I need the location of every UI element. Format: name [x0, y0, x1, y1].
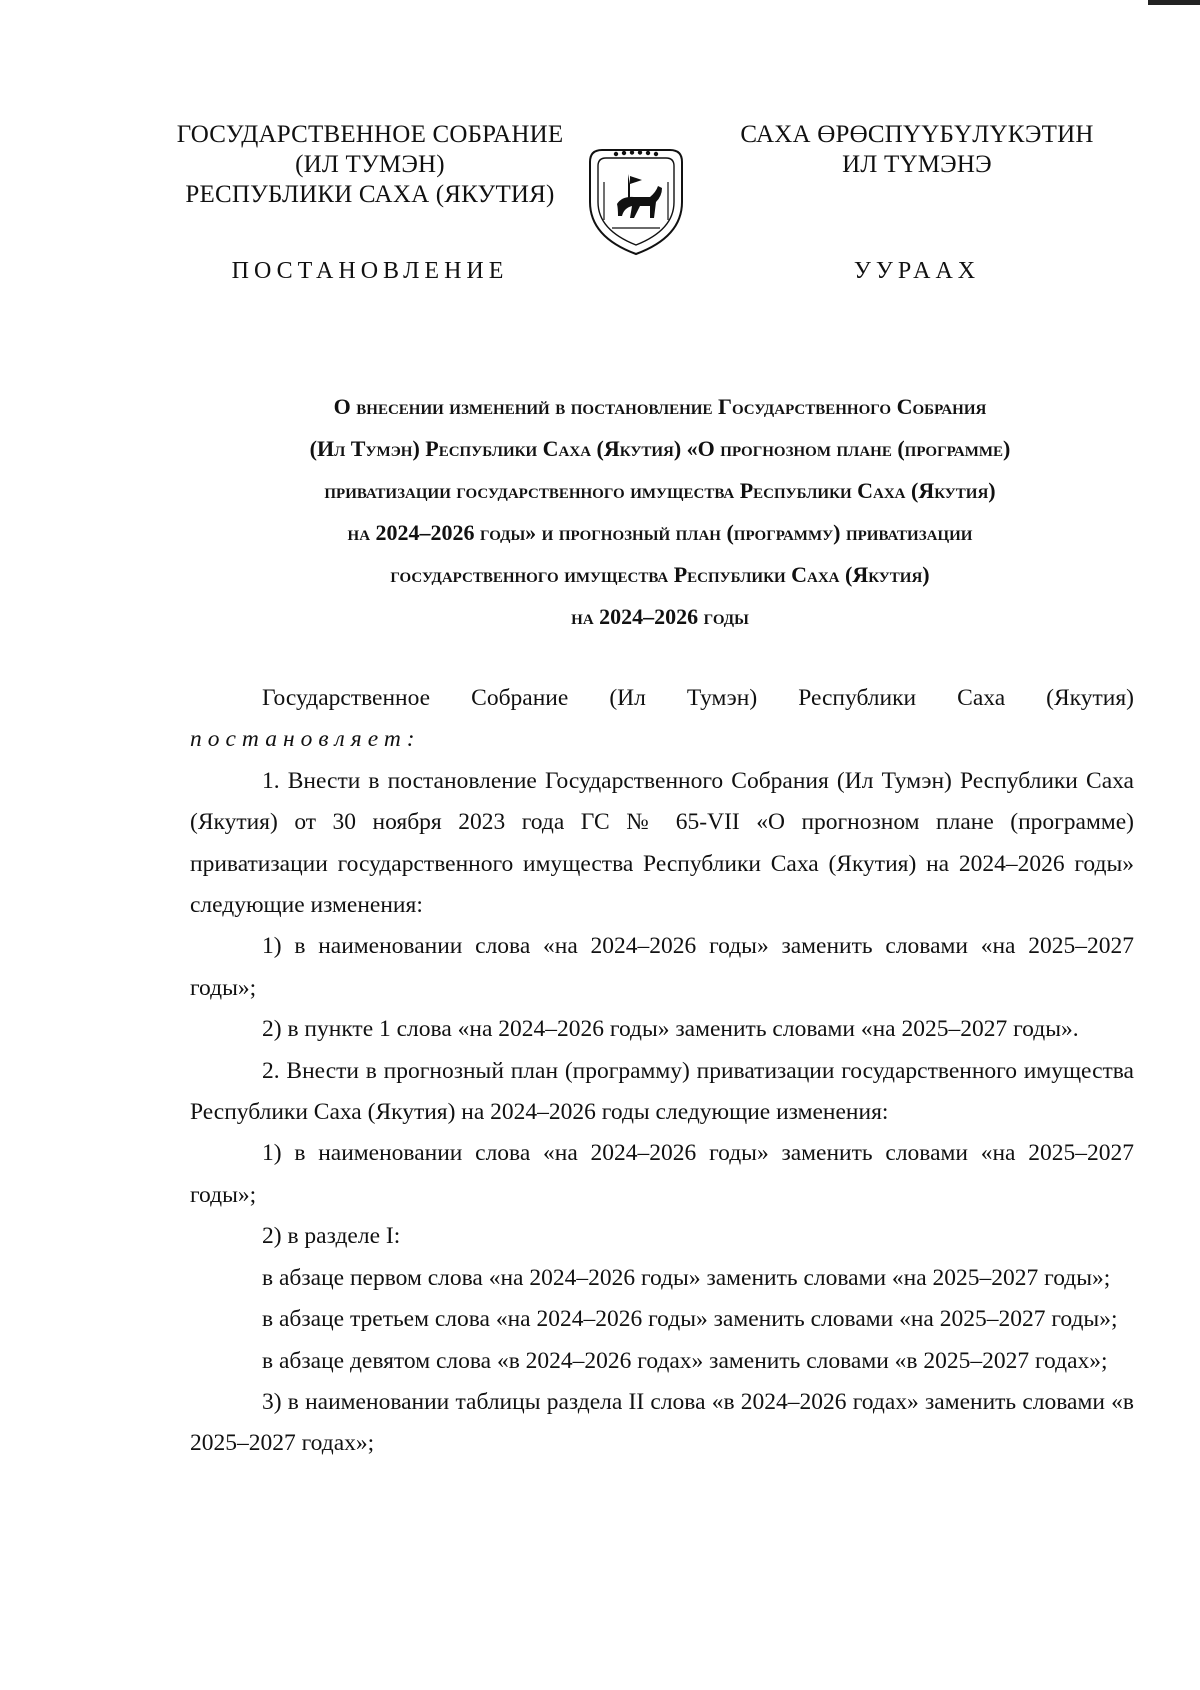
header-left-line: РЕСПУБЛИКИ САХА (ЯКУТИЯ) [185, 181, 555, 208]
clause-2-item-1: 1) в наименовании слова «на 2024–2026 годы» заменить словами «на 2025–2027 годы»; [190, 1140, 1134, 1208]
header-left-ru [150, 120, 590, 210]
doctype-sah: УУРААХ [853, 258, 981, 284]
title-line: на 2024–2026 годы [571, 604, 749, 629]
document-body [190, 678, 1134, 1465]
doctype-ru: ПОСТАНОВЛЕНИЕ [231, 258, 509, 284]
clause-1-item-1: 1) в наименовании слова «на 2024–2026 годы» заменить словами «на 2025–2027 годы»; [190, 933, 1134, 1001]
clause-2: 2. Внести в прогнозный план (программу) приватизации государственного имущества Республики Саха (Якутия) на 2024–2026 годы следующие изменения: [190, 1057, 1134, 1126]
clause-2-item-2-c: в абзаце девятом слова «в 2024–2026 годах» заменить словами «в 2025–2027 годах»; [262, 1347, 1108, 1374]
clause-2-item-2: 2) в разделе I: [262, 1223, 401, 1250]
header-left-line: (ИЛ ТУМЭН) [295, 151, 445, 178]
scan-corner-mark [1148, 0, 1200, 5]
coat-of-arms-icon [582, 142, 690, 258]
resolves-phrase [190, 719, 1134, 760]
title-line: на 2024–2026 годы» и прогнозный план (программу) приватизации [347, 520, 973, 545]
document-title [190, 386, 1130, 638]
header-right-line: САХА ӨРӨСПҮҮБҮЛҮКЭТИН [740, 121, 1094, 148]
header-left-line: ГОСУДАРСТВЕННОЕ СОБРАНИЕ [176, 121, 564, 148]
clause-2-item-3: 3) в наименовании таблицы раздела II слова «в 2024–2026 годах» заменить словами «в 2025–2027 годах»; [190, 1388, 1134, 1457]
title-line: (Ил Тумэн) Республики Саха (Якутия) «О прогнозном плане (программе) [309, 436, 1011, 461]
title-line: О внесении изменений в постановление Государственного Собрания [333, 394, 987, 419]
clause-2-item-2-b: в абзаце третьем слова «на 2024–2026 годы» заменить словами «на 2025–2027 годы»; [262, 1306, 1118, 1333]
resolves-word: постановляет: [190, 726, 421, 753]
header-right-line: ИЛ ТҮМЭНЭ [842, 151, 992, 178]
header-right-sah [712, 120, 1122, 180]
clause-1-item-2: 2) в пункте 1 слова «на 2024–2026 годы» заменить словами «на 2025–2027 годы». [262, 1016, 1079, 1043]
clause-1: 1. Внести в постановление Государственного Собрания (Ил Тумэн) Республики Саха (Якутия) от 30 ноября 2023 года ГС № 65-VII «О прогнозном плане (программе) приватизации государственного имущества Республики Саха (Якутия) на 2024–2026 годы» следующие изменения: [190, 767, 1134, 919]
title-line: государственного имущества Республики Саха (Якутия) [390, 562, 930, 587]
intro-paragraph: Государственное Собрание (Ил Тумэн) Республики Саха (Якутия) [262, 685, 1134, 711]
title-line: приватизации государственного имущества Республики Саха (Якутия) [324, 478, 996, 503]
clause-2-item-2-a: в абзаце первом слова «на 2024–2026 годы» заменить словами «на 2025–2027 годы»; [262, 1264, 1111, 1291]
